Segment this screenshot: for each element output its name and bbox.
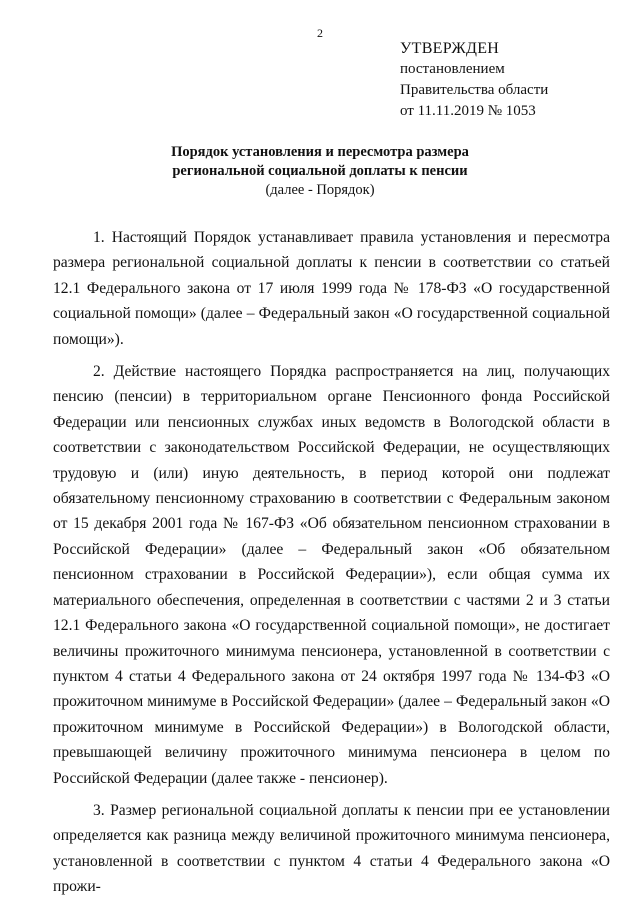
title-line: Порядок установления и пересмотра размера — [171, 144, 469, 160]
approval-date-line: от 11.11.2019 № 1053 — [400, 103, 536, 119]
approval-stamp — [400, 38, 548, 122]
title-line: региональной социальной доплаты к пенсии — [172, 163, 468, 179]
document-title — [0, 143, 640, 200]
document-body — [53, 225, 610, 907]
approval-line: постановлением — [400, 61, 505, 77]
approval-heading: УТВЕРЖДЕН — [400, 40, 500, 57]
title-note: (далее - Порядок) — [265, 182, 375, 198]
paragraph-3: 3. Размер региональной социальной доплаты к пенсии при ее установлении определяется как разница между величиной прожиточного минимума пенсионера, установленной в соответствии с пунктом 4 статьи 4 Федерального закона «О прожи- — [53, 801, 610, 896]
approval-line: Правительства области — [400, 82, 549, 98]
paragraph-2: 2. Действие настоящего Порядка распространяется на лиц, получающих пенсию (пенсии) в территориальном органе Пенсионного фонда Российской Федерации или пенсионных службах иных ведомств в Вологодской области в соответствии с законодательством Российской Федерации, не осуществляющих трудовую и (или) иную деятельность, в период которой они подлежат обязательному пенсионному страхованию в соответствии с Федеральным законом от 15 декабря 2001 года № 167-ФЗ «Об обязательном пенсионном страховании в Российской Федерации» (далее – Федеральный закон «Об обязательном пенсионном страховании в Российской Федерации»), если общая сумма их материального обеспечения, определенная в соответствии с частями 2 и 3 статьи 12.1 Федерального закона «О государственной социальной помощи», не достигает величины прожиточного минимума пенсионера, установленной в соответствии с пунктом 4 статьи 4 Федерального закона от 24 октября 1997 года № 134-ФЗ «О прожиточном минимуме в Российской Федерации» (далее – Федеральный закон «О прожиточном минимуме в Российской Федерации») в Вологодской области, превышающей величину прожиточного минимума пенсионера в целом по Российской Федерации (далее также - пенсионер). — [53, 363, 610, 787]
paragraph-1: 1. Настоящий Порядок устанавливает правила установления и пересмотра размера региональной социальной доплаты к пенсии в соответствии со статьей 12.1 Федерального закона от 17 июля 1999 года № 178-ФЗ «О государственной социальной помощи» (далее – Федеральный закон «О государственной социальной помощи»). — [53, 229, 610, 348]
page-number: 2 — [317, 26, 323, 40]
